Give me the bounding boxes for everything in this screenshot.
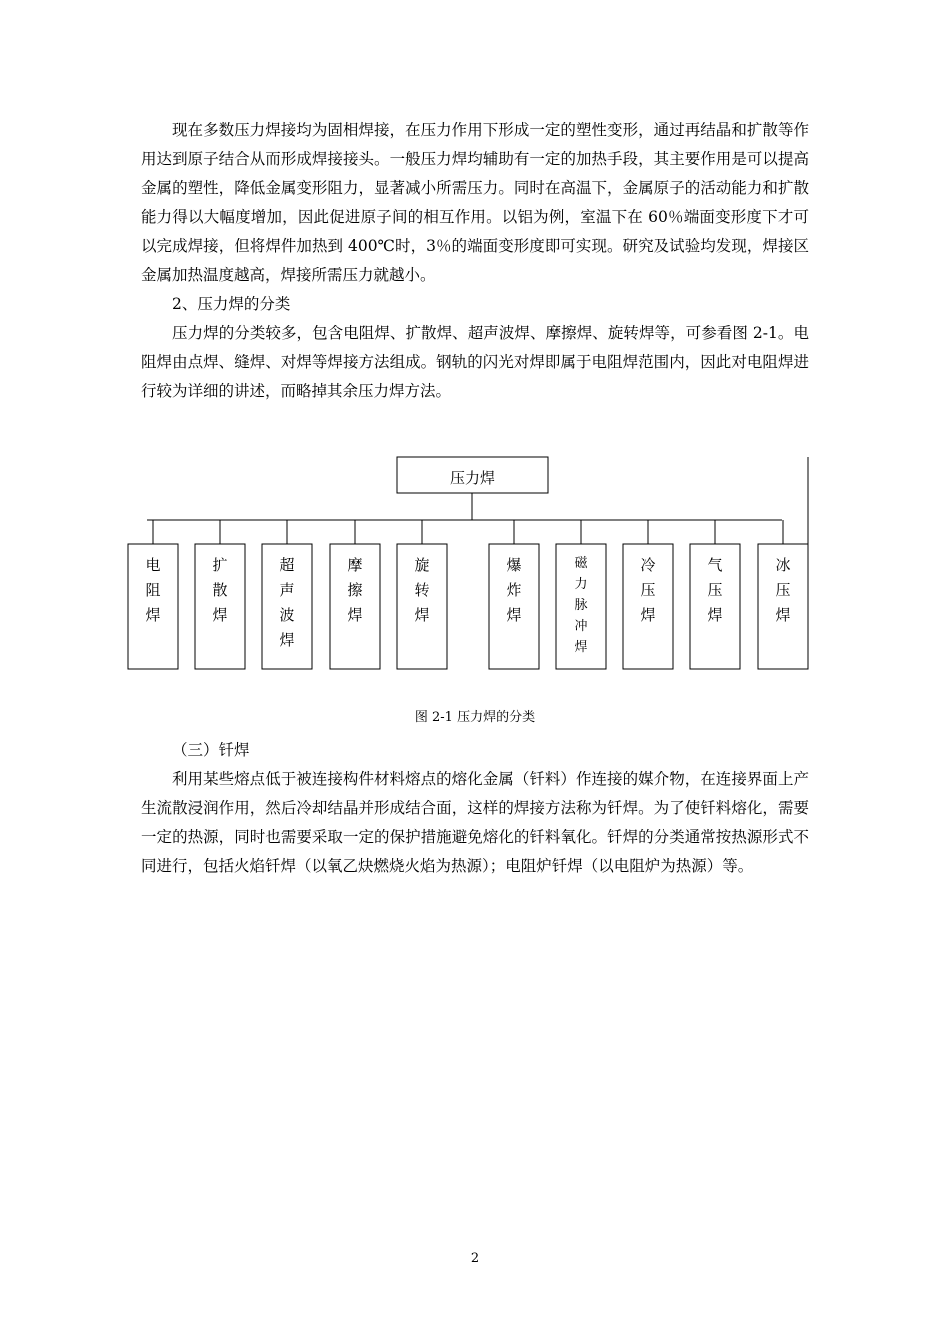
child-label-char: 压 <box>707 581 723 599</box>
section-heading-brazing: （三）钎焊 <box>172 741 250 759</box>
child-box <box>330 544 380 669</box>
child-label-char: 旋 <box>414 556 430 574</box>
child-label-char: 焊 <box>574 640 588 655</box>
child-label-char: 散 <box>212 581 228 599</box>
child-label <box>262 553 312 653</box>
child-label <box>195 553 245 628</box>
child-label <box>623 553 673 628</box>
root-label: 压力焊 <box>449 469 495 487</box>
child-box <box>556 544 606 669</box>
child-label-char: 阻 <box>145 581 161 599</box>
child-label-char: 力 <box>574 577 588 592</box>
child-box <box>758 544 808 669</box>
child-label-char: 电 <box>145 556 161 574</box>
child-label-char: 压 <box>775 581 791 599</box>
child-label-char: 压 <box>640 581 656 599</box>
child-label-char: 冲 <box>574 619 588 634</box>
figure-caption: 图 2-1 压力焊的分类 <box>414 710 536 725</box>
child-label-char: 焊 <box>414 606 430 624</box>
child-label-char: 冰 <box>775 556 791 574</box>
child-box <box>397 544 447 669</box>
child-label <box>556 553 606 658</box>
child-label-char: 焊 <box>640 606 656 624</box>
child-label-char: 超 <box>279 556 295 574</box>
child-label-char: 声 <box>279 581 295 599</box>
child-label <box>128 553 178 628</box>
page-number: 2 <box>470 1251 480 1266</box>
child-label-char: 焊 <box>212 606 228 624</box>
top-text-block <box>141 116 809 406</box>
paragraph-brazing: 利用某些熔点低于被连接构件材料熔点的熔化金属（钎料）作连接的媒介物，在连接界面上产生流散浸润作用，然后冷却结晶并形成结合面，这样的焊接方法称为钎焊。为了使钎料熔化，需要一定的热源，同时也需要采取一定的保护措施避免熔化的钎料氧化。钎焊的分类通常按热源形式不同进行，包括火焰钎焊（以氧乙炔燃烧火焰为热源）；电阻炉钎焊（以电阻炉为热源）等。 <box>141 770 809 875</box>
child-label-char: 扩 <box>212 556 228 574</box>
child-label <box>397 553 447 628</box>
child-label-char: 焊 <box>775 606 791 624</box>
child-label-char: 炸 <box>506 581 522 599</box>
child-label <box>330 553 380 628</box>
child-label-char: 转 <box>414 581 430 599</box>
child-label-char: 气 <box>707 556 723 574</box>
child-label <box>758 553 808 628</box>
root-box <box>397 457 548 493</box>
child-box <box>623 544 673 669</box>
bottom-text-block <box>141 736 809 881</box>
child-label-char: 爆 <box>506 556 522 574</box>
child-label-char: 焊 <box>279 631 295 649</box>
child-label-char: 脉 <box>574 598 588 613</box>
child-box <box>128 544 178 669</box>
child-label <box>690 553 740 628</box>
child-label-char: 焊 <box>707 606 723 624</box>
child-label-char: 磁 <box>574 556 588 571</box>
child-box <box>489 544 539 669</box>
child-box <box>690 544 740 669</box>
child-label-char: 擦 <box>347 581 363 599</box>
child-label-char: 摩 <box>347 556 363 574</box>
child-label-char: 波 <box>279 606 295 624</box>
child-label-char: 焊 <box>347 606 363 624</box>
paragraph-pressure-welding-intro: 现在多数压力焊接均为固相焊接，在压力作用下形成一定的塑性变形，通过再结晶和扩散等作用达到原子结合从而形成焊接接头。一般压力焊均辅助有一定的加热手段，其主要作用是可以提高金属的塑性，降低金属变形阻力，显著减小所需压力。同时在高温下，金属原子的活动能力和扩散能力得以大幅度增加，因此促进原子间的相互作用。以铝为例，室温下在 60％端面变形度下才可以完成焊接，但将焊件加热到 400℃时，3％的端面变形度即可实现。研究及试验均发现，焊接区金属加热温度越高，焊接所需压力就越小。 <box>141 121 809 284</box>
child-label <box>489 553 539 628</box>
section-heading-classification: 2、压力焊的分类 <box>172 295 291 313</box>
child-box <box>195 544 245 669</box>
child-label-char: 焊 <box>145 606 161 624</box>
child-box <box>262 544 312 669</box>
child-label-char: 冷 <box>640 556 656 574</box>
paragraph-classification: 压力焊的分类较多，包含电阻焊、扩散焊、超声波焊、摩擦焊、旋转焊等，可参看图 2-1。电阻焊由点焊、缝焊、对焊等焊接方法组成。钢轨的闪光对焊即属于电阻焊范围内，因此对电阻焊进行较为详细的讲述，而略掉其余压力焊方法。 <box>141 324 809 400</box>
child-label-char: 焊 <box>506 606 522 624</box>
